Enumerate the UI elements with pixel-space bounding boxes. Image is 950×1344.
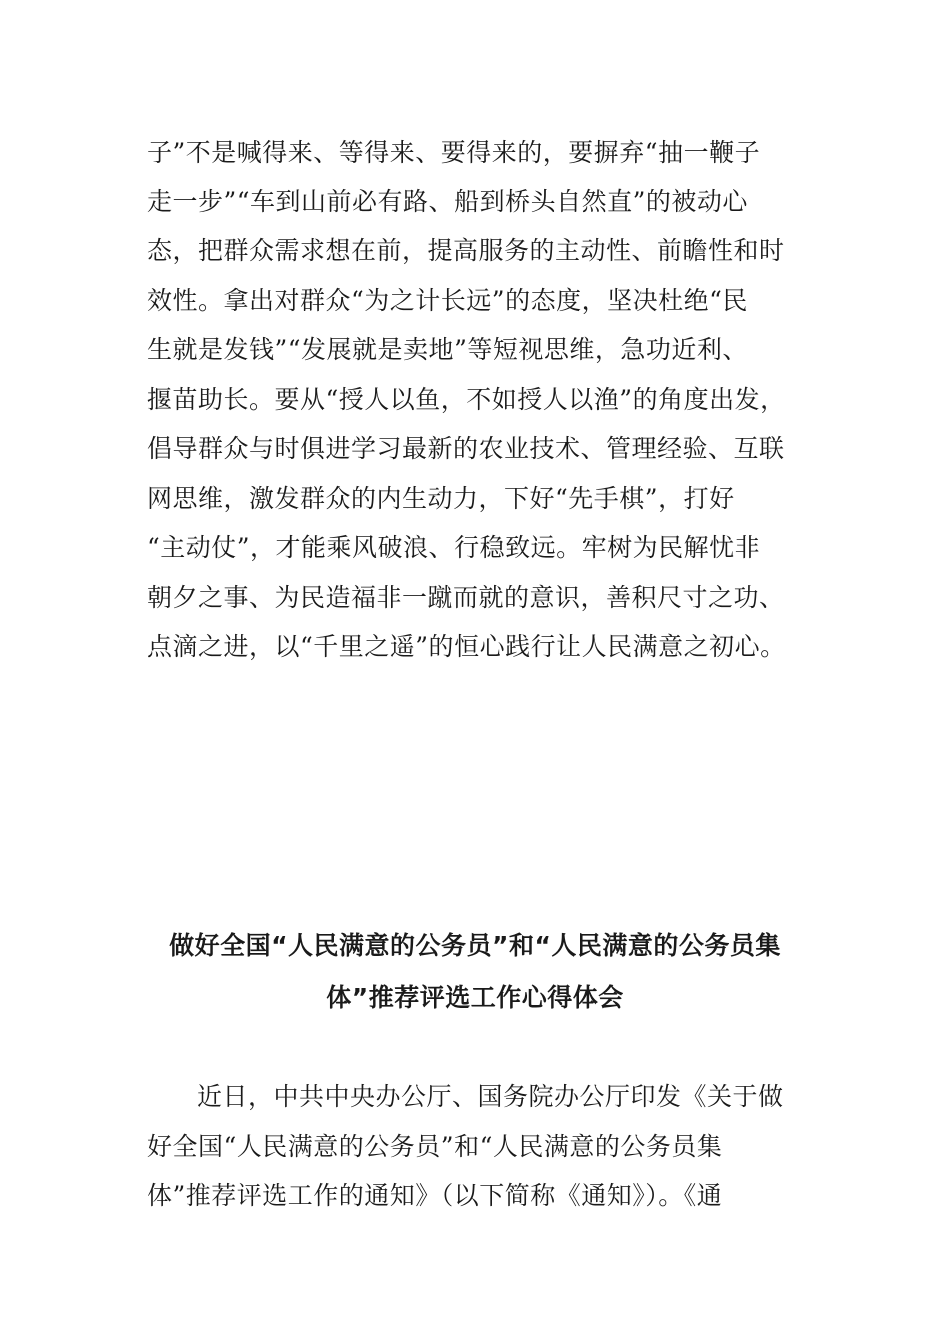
paragraph-line: 网思维，激发群众的内生动力，下好“先手棋”，打好 [147, 484, 735, 513]
paragraph-line: 近日，中共中央办公厅、国务院办公厅印发《关于做 [197, 1082, 784, 1111]
paragraph-line: 效性。拿出对群众“为之计长远”的态度，坚决杜绝“民 [147, 286, 748, 315]
title-line: 体”推荐评选工作心得体会 [326, 983, 624, 1012]
paragraph-line: 好全国“人民满意的公务员”和“人民满意的公务员集 [147, 1132, 723, 1161]
paragraph-line: 体”推荐评选工作的通知》（以下简称《通知》）。《通 [147, 1181, 723, 1210]
paragraph-line: 倡导群众与时俱进学习最新的农业技术、管理经验、互联 [147, 434, 785, 463]
paragraph-line: 揠苗助长。要从“授人以鱼，不如授人以渔”的角度出发， [147, 385, 786, 414]
paragraph-line: 子”不是喊得来、等得来、要得来的，要摒弃“抽一鞭子 [147, 138, 761, 167]
paragraph-line: 朝夕之事、为民造福非一蹴而就的意识，善积尺寸之功、 [147, 583, 785, 612]
paragraph-line: 生就是发钱”“发展就是卖地”等短视思维，急功近利、 [147, 335, 748, 364]
paragraph-line: 态，把群众需求想在前，提高服务的主动性、前瞻性和时 [147, 236, 785, 265]
paragraph-line: 走一步”“车到山前必有路、船到桥头自然直”的被动心 [147, 187, 748, 216]
paragraph-line: 点滴之进，以“千里之遥”的恒心践行让人民满意之初心。 [147, 632, 786, 661]
paragraph-line: “主动仗”，才能乘风破浪、行稳致远。牢树为民解忧非 [147, 533, 761, 562]
title-line: 做好全国“人民满意的公务员”和“人民满意的公务员集 [169, 931, 781, 960]
